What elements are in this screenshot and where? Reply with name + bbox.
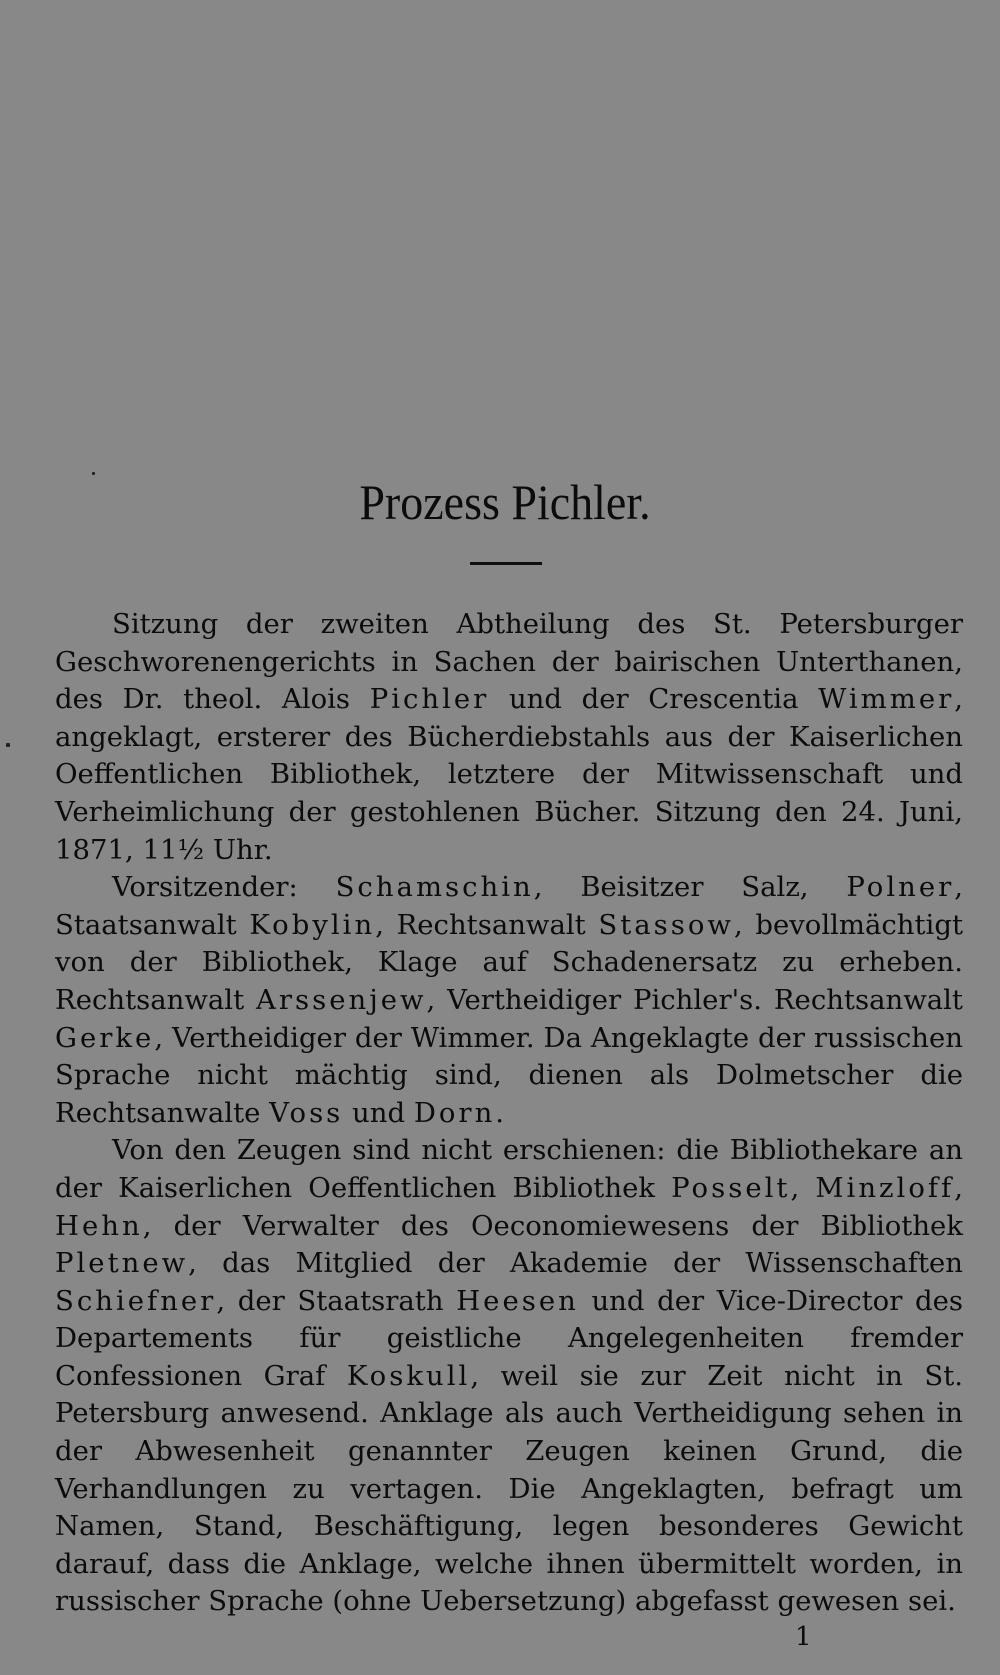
emphasized-name: Minzloff <box>815 1171 955 1204</box>
emphasized-name: Gerke <box>55 1021 155 1054</box>
document-title: Prozess Pichler. <box>359 474 651 530</box>
emphasized-name: Stassow <box>598 908 734 941</box>
text-run: , <box>790 1171 816 1204</box>
paragraph-session-info <box>55 606 963 869</box>
paragraph-court-members <box>55 869 963 1132</box>
emphasized-name: Kobylin <box>249 908 376 941</box>
emphasized-name: Hehn <box>55 1209 143 1242</box>
scan-speck <box>92 472 95 475</box>
emphasized-name: Posselt <box>671 1171 791 1204</box>
emphasized-name: Dorn <box>413 1096 496 1129</box>
text-run: , Vertheidiger Pichler's. Rechtsanwalt <box>426 983 963 1016</box>
text-run: , weil sie zur Zeit nicht in St. Petersburg anwesend. Anklage als auch Vertheidigung sehen in der Abwesenheit genannter Zeugen keinen Grund, die Verhandlungen zu vertagen. Die Angeklagten, befragt um Namen, Stand, Beschäftigung, legen besonderes Gewicht darauf, dass die Anklage, welche ihnen übermittelt worden, in russischer Sprache (ohne Uebersetzung) abgefasst gewesen sei. <box>55 1359 963 1618</box>
text-run: , der Verwalter des Oeconomiewesens der Bibliothek <box>142 1209 963 1242</box>
text-run: , <box>954 1171 963 1204</box>
text-run: , bevollmächtigt von der Bibliothek, Klage auf Schadenersatz zu erheben. Rechtsanwalt <box>55 908 963 1016</box>
body-text <box>55 606 963 1621</box>
text-run: , das Mitglied der Akademie der Wissenschaften <box>188 1247 963 1280</box>
text-run: und der Vice-Director des Departements für geistliche Angelegenheiten fremder Confessionen Graf <box>55 1284 963 1392</box>
text-run: , Beisitzer Salz, <box>533 871 847 904</box>
text-run: Von den Zeugen sind nicht erschienen: die Bibliothekare an der Kaiserlichen Oeffentlichen Bibliothek <box>55 1134 963 1204</box>
emphasized-name: Wimmer <box>818 683 955 716</box>
text-run: . <box>495 1096 505 1129</box>
text-run: , Rechtsanwalt <box>375 908 599 941</box>
scan-speck <box>6 743 10 747</box>
emphasized-name: Polner <box>846 871 955 904</box>
title-divider <box>470 562 542 565</box>
text-run: , Vertheidiger der Wimmer. Da Angeklagte der russischen Sprache nicht mächtig sind, dienen als Dolmetscher die Rechtsanwalte <box>55 1021 963 1129</box>
text-run: und der Crescentia <box>489 683 819 716</box>
text-run: Vorsitzender: <box>112 871 336 904</box>
paragraph-absent-witnesses <box>55 1132 963 1621</box>
emphasized-name: Schamschin <box>335 871 534 904</box>
text-run: , Staatsanwalt <box>55 871 963 941</box>
emphasized-name: Pletnew <box>55 1247 189 1280</box>
text-run: und <box>343 1096 414 1129</box>
text-run: , der Staatsrath <box>216 1284 457 1317</box>
emphasized-name: Heesen <box>456 1284 579 1317</box>
page-number: 1 <box>795 1622 812 1652</box>
emphasized-name: Koskull <box>346 1359 471 1392</box>
text-run: Sitzung der zweiten Abtheilung des St. Petersburger Geschworenengerichts in Sachen der bairischen Unterthanen, des Dr. theol. Alois <box>55 608 963 716</box>
emphasized-name: Pichler <box>369 683 490 716</box>
text-run: , angeklagt, ersterer des Bücherdiebstahls aus der Kaiserlichen Oeffentlichen Bibliothek, letztere der Mitwissenschaft und Verheimlichung der gestohlenen Bücher. Sitzung den 24. Juni, 1871, 11½ Uhr. <box>55 683 964 866</box>
emphasized-name: Voss <box>269 1096 344 1129</box>
emphasized-name: Arssenjew <box>255 983 427 1016</box>
emphasized-name: Schiefner <box>55 1284 217 1317</box>
